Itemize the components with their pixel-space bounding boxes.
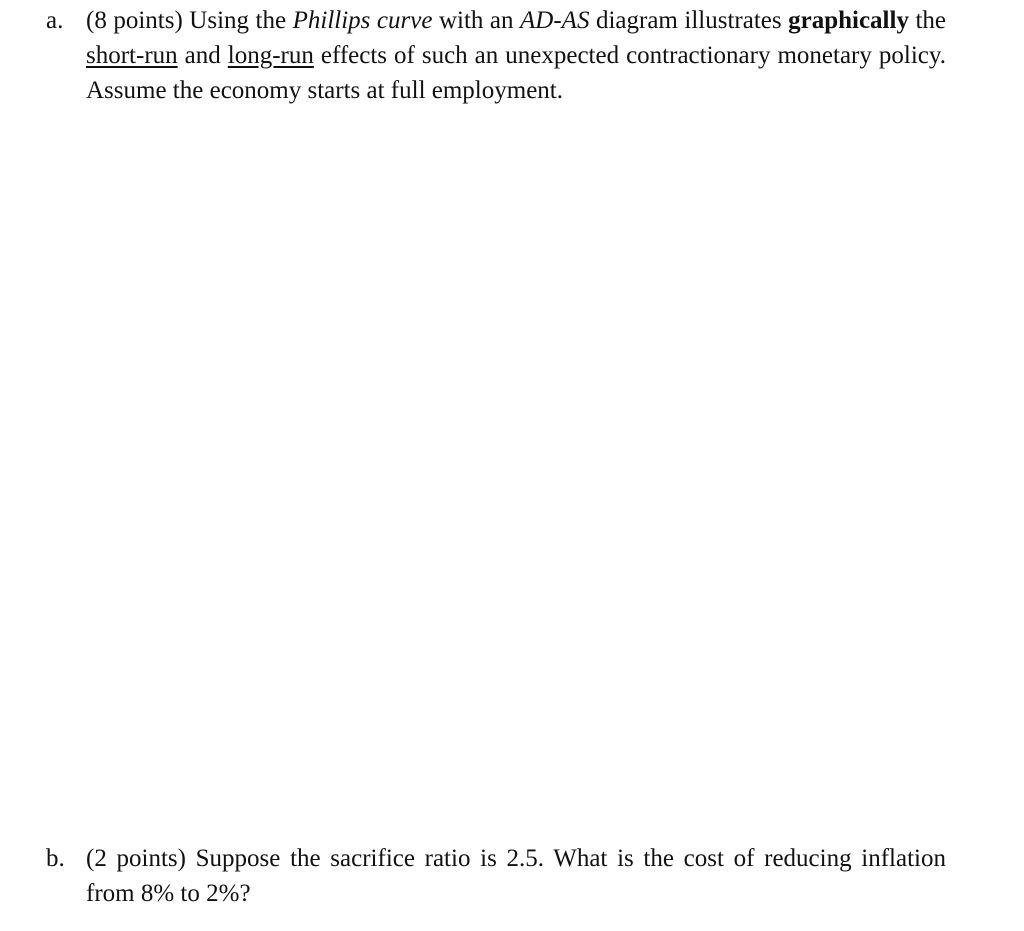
graphically-emphasis: graphically [788, 7, 909, 34]
question-a-points: (8 points) Using the [86, 7, 293, 34]
long-run-term: long-run [227, 42, 314, 69]
question-a [46, 3, 946, 108]
question-a-diagram-illustrates: diagram illustrates [589, 7, 789, 34]
question-b-text: (2 points) Suppose the sacrifice ratio is 2.5. What is the cost of reducing inflation from 8% to 2%? [86, 845, 946, 907]
question-a-letter: a. [46, 7, 64, 34]
question-a-with-an: with an [432, 7, 521, 34]
question-a-rest: effects of such an unexpected contractionary monetary policy. Assume the economy starts at full employment. [86, 42, 946, 104]
question-a-the: the [908, 7, 947, 34]
question-a-text [86, 3, 946, 108]
ad-as-term: AD-AS [520, 7, 590, 34]
phillips-curve-term: Phillips curve [292, 7, 433, 34]
question-a-and: and [177, 42, 228, 69]
short-run-term: short-run [86, 42, 178, 69]
question-b-letter: b. [46, 845, 65, 872]
question-b [46, 841, 946, 911]
